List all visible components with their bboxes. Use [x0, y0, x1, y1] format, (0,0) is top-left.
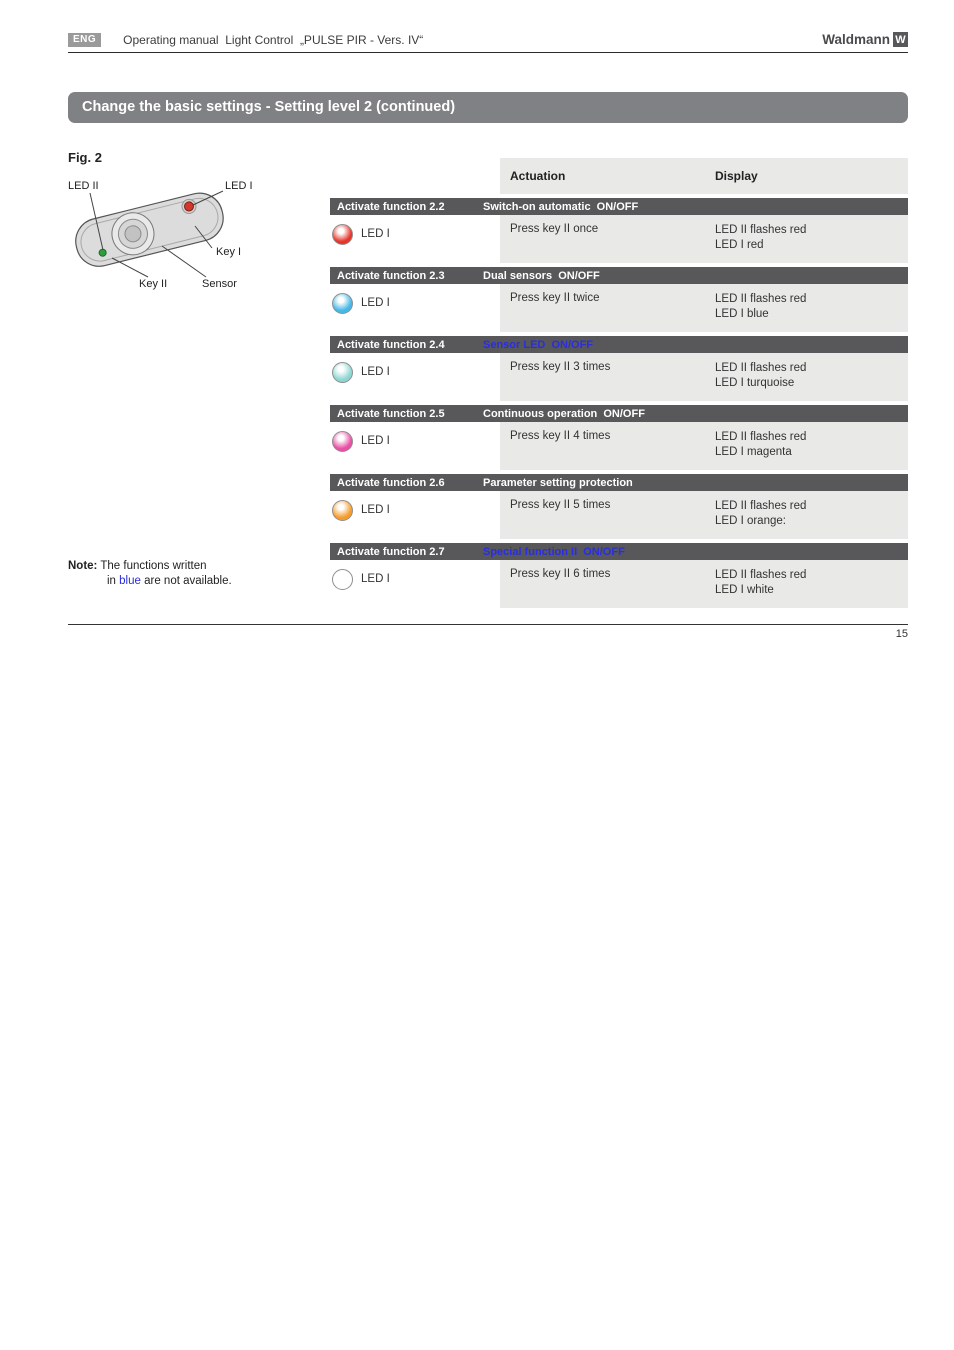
led-indicator-icon: [332, 569, 353, 590]
settings-table: [330, 158, 908, 612]
led-indicator-icon: [332, 224, 353, 245]
function-description: Parameter setting protection: [483, 476, 633, 489]
display-line1: LED II flashes red: [715, 569, 807, 581]
table-row: [330, 560, 908, 608]
led-cell: [330, 422, 500, 470]
led-label: LED I: [361, 504, 390, 516]
table-row: [330, 422, 908, 470]
function-header-bar: [330, 267, 908, 284]
actuation-cell: Press key II 4 times: [510, 430, 611, 442]
display-line1: LED II flashes red: [715, 293, 807, 305]
footer-divider: [68, 624, 908, 625]
device-figure: [60, 170, 295, 300]
function-section: [330, 543, 908, 608]
led-label: LED I: [361, 573, 390, 585]
callout-line-sensor: [162, 246, 206, 277]
row-detail-cells: [500, 422, 908, 470]
function-label: Activate function 2.6: [337, 476, 445, 489]
function-label: Activate function 2.2: [337, 200, 445, 213]
page-number: 15: [895, 628, 908, 640]
table-row: [330, 353, 908, 401]
language-badge: ENG: [68, 33, 101, 47]
figure-label: Fig. 2: [68, 150, 102, 165]
callout-label-led1: LED I: [225, 180, 253, 192]
led-label: LED I: [361, 366, 390, 378]
table-column-header: [500, 158, 908, 194]
function-section: [330, 405, 908, 470]
led-cell: [330, 353, 500, 401]
function-header-bar: [330, 543, 908, 560]
function-rows: [330, 198, 908, 608]
function-header-bar: [330, 336, 908, 353]
row-detail-cells: [500, 215, 908, 263]
actuation-cell: Press key II 3 times: [510, 361, 611, 373]
function-description: Special function II ON/OFF: [483, 545, 625, 558]
display-line2: LED I white: [715, 584, 774, 596]
function-label: Activate function 2.3: [337, 269, 445, 282]
row-detail-cells: [500, 560, 908, 608]
display-line2: LED I red: [715, 239, 764, 251]
led-indicator-icon: [332, 431, 353, 452]
column-header-actuation: Actuation: [510, 169, 566, 183]
callout-line-key2: [112, 258, 148, 277]
row-detail-cells: [500, 284, 908, 332]
function-description: Sensor LED ON/OFF: [483, 338, 594, 351]
led-indicator-icon: [332, 362, 353, 383]
function-label: Activate function 2.5: [337, 407, 445, 420]
function-section: [330, 474, 908, 539]
led-indicator-icon: [332, 293, 353, 314]
row-detail-cells: [500, 491, 908, 539]
function-header-bar: [330, 405, 908, 422]
function-section: [330, 336, 908, 401]
callout-label-key1: Key I: [216, 246, 242, 258]
callout-label-key2: Key II: [139, 278, 168, 290]
led-cell: [330, 491, 500, 539]
function-header-bar: [330, 474, 908, 491]
display-cell: [715, 353, 806, 401]
function-section: [330, 267, 908, 332]
display-cell: [715, 215, 806, 263]
display-line1: LED II flashes red: [715, 362, 807, 374]
header-divider: [68, 52, 908, 53]
callout-label-sensor: Sensor: [202, 278, 237, 290]
display-line2: LED I magenta: [715, 446, 792, 458]
display-cell: [715, 560, 806, 608]
note-label: Note:: [68, 560, 98, 572]
table-row: [330, 284, 908, 332]
display-cell: [715, 284, 806, 332]
function-label: Activate function 2.4: [337, 338, 445, 351]
function-description: Dual sensors ON/OFF: [483, 269, 600, 282]
page-header: [68, 32, 908, 47]
display-line1: LED II flashes red: [715, 500, 807, 512]
function-description: Continuous operation ON/OFF: [483, 407, 645, 420]
callout-label-led2: LED II: [68, 180, 99, 192]
table-row: [330, 215, 908, 263]
led-indicator-icon: [332, 500, 353, 521]
led-cell: [330, 560, 500, 608]
actuation-cell: Press key II twice: [510, 292, 600, 304]
row-detail-cells: [500, 353, 908, 401]
function-description: Switch-on automatic ON/OFF: [483, 200, 639, 213]
function-label: Activate function 2.7: [337, 545, 445, 558]
display-line1: LED II flashes red: [715, 431, 807, 443]
brand: [822, 32, 908, 47]
function-header-bar: [330, 198, 908, 215]
led-label: LED I: [361, 228, 390, 240]
function-section: [330, 198, 908, 263]
display-line1: LED II flashes red: [715, 224, 807, 236]
actuation-cell: Press key II 6 times: [510, 568, 611, 580]
display-cell: [715, 422, 806, 470]
display-line2: LED I orange:: [715, 515, 786, 527]
led-cell: [330, 215, 500, 263]
display-cell: [715, 491, 806, 539]
led-label: LED I: [361, 435, 390, 447]
display-line2: LED I turquoise: [715, 377, 795, 389]
note: [68, 559, 278, 589]
note-blue-word: blue: [119, 575, 141, 587]
table-row: [330, 491, 908, 539]
display-line2: LED I blue: [715, 308, 769, 320]
brand-logo-icon: W: [893, 32, 908, 47]
actuation-cell: Press key II 5 times: [510, 499, 611, 511]
led-label: LED I: [361, 297, 390, 309]
document-title: Operating manual Light Control „PULSE PIR - Vers. IV“: [123, 32, 424, 47]
note-line1: The functions written: [100, 560, 207, 572]
section-title-bar: Change the basic settings - Setting level 2 (continued): [68, 92, 908, 123]
column-header-display: Display: [715, 169, 758, 183]
actuation-cell: Press key II once: [510, 223, 599, 235]
led-cell: [330, 284, 500, 332]
brand-name: Waldmann: [822, 32, 890, 47]
note-line2: in blue are not available.: [107, 575, 232, 587]
